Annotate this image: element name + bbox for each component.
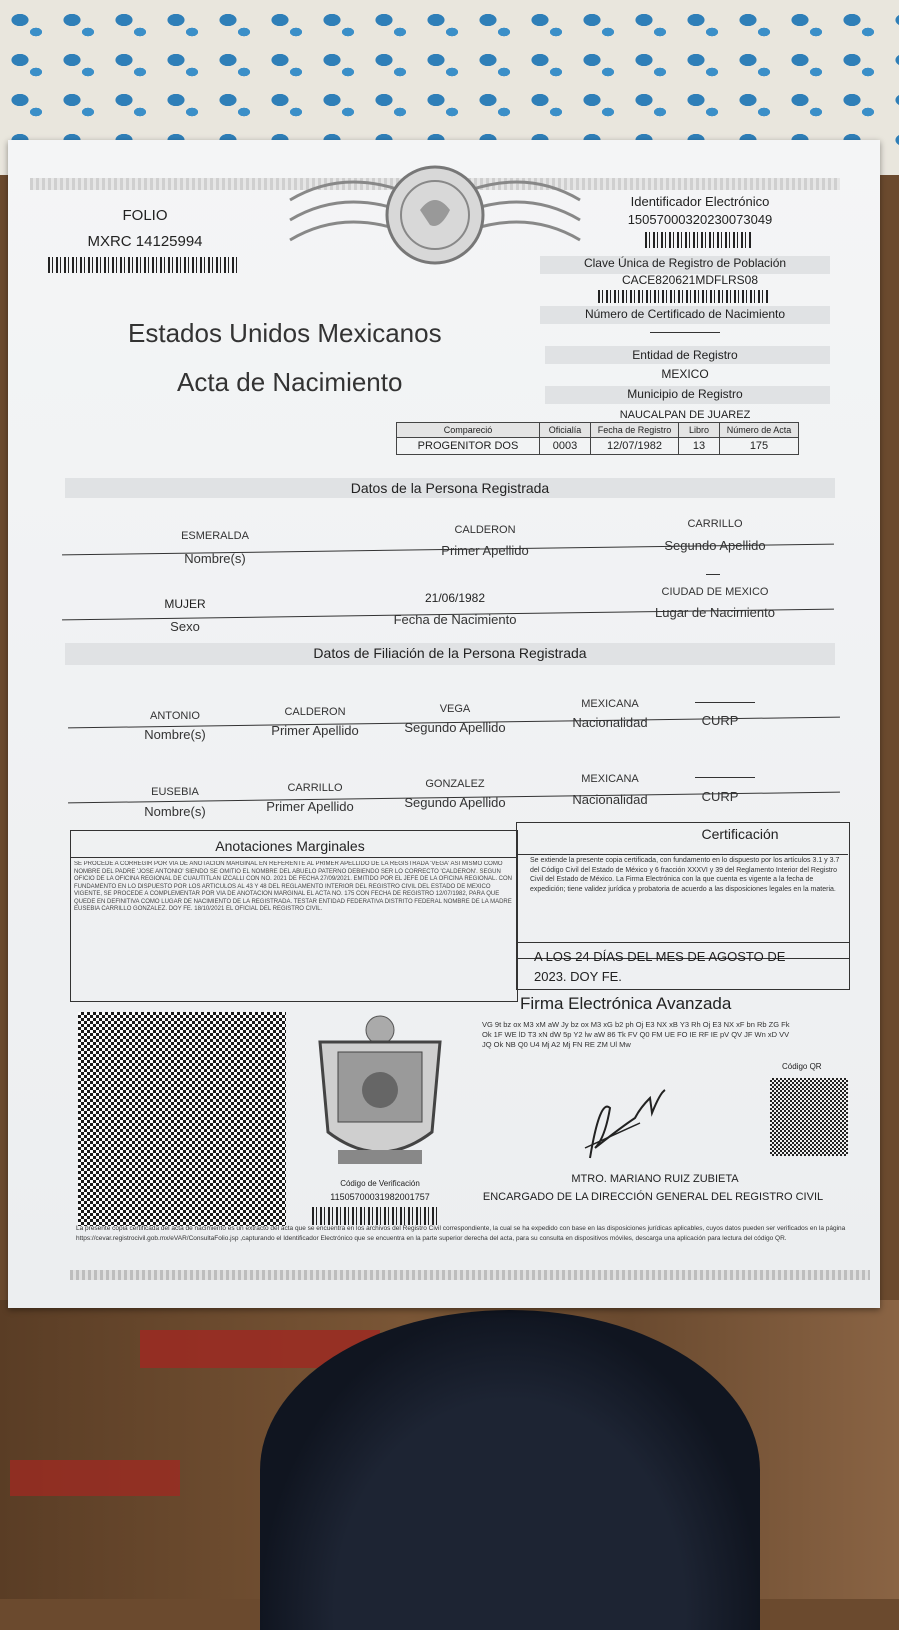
persona-fecha-nacimiento: 21/06/1982 bbox=[424, 591, 486, 605]
persona-fecha-nacimiento-label: Fecha de Nacimiento bbox=[393, 612, 517, 627]
table-cell: 13 bbox=[679, 438, 720, 455]
padre2-curp-label: CURP bbox=[701, 789, 739, 804]
anotaciones-title: Anotaciones Marginales bbox=[215, 838, 365, 854]
verificacion-barcode bbox=[312, 1207, 438, 1225]
certificacion-text: Se extiende la presente copia certificada, con fundamento en lo dispuesto por los artículos 3.1 y 3.7 del Código Civil del Estado de México y 6 fracción XXXVI y 39 del Reglamento Interior del Registro Civil del Estado de México. La Firma Electrónica con la que cuenta es vigente a la fecha de expedición; tiene validez jurídica y probatoria de acuerdo a las disposiciones legales en la materia. bbox=[530, 857, 840, 893]
verificacion-label: Código de Verificación bbox=[340, 1179, 420, 1188]
table-cell: 0003 bbox=[540, 438, 591, 455]
padre2-nacionalidad: MEXICANA bbox=[581, 773, 639, 785]
folio-barcode bbox=[48, 257, 240, 273]
padre1-curp-label: CURP bbox=[701, 713, 739, 728]
table-header: Libro bbox=[679, 423, 720, 438]
signer-title: ENCARGADO DE LA DIRECCIÓN GENERAL DEL REGISTRO CIVIL bbox=[482, 1191, 824, 1203]
folio-number: MXRC 14125994 bbox=[87, 233, 203, 250]
cert-nacimiento-label: Número de Certificado de Nacimiento bbox=[584, 307, 786, 321]
qr-label: Código QR bbox=[782, 1062, 822, 1071]
persona-segundo-apellido: CARRILLO bbox=[687, 518, 743, 530]
entidad-label: Entidad de Registro bbox=[632, 348, 738, 362]
curp-value: CACE820621MDFLRS08 bbox=[621, 273, 759, 287]
persona-section-title: Datos de la Persona Registrada bbox=[350, 480, 550, 496]
persona-primer-apellido: CALDERON bbox=[454, 524, 516, 536]
floor-red-stripe-2 bbox=[10, 1460, 180, 1496]
municipio-value: NAUCALPAN DE JUAREZ bbox=[619, 409, 751, 421]
firma-title: Firma Electrónica Avanzada bbox=[520, 994, 732, 1013]
persona-segundo-apellido-label: Segundo Apellido bbox=[664, 538, 766, 553]
signer-name: MTRO. MARIANO RUIZ ZUBIETA bbox=[571, 1173, 739, 1185]
padre1-segundo-apellido: VEGA bbox=[439, 703, 471, 715]
padre2-segundo-apellido-label: Segundo Apellido bbox=[404, 795, 506, 810]
entidad-value: MEXICO bbox=[661, 367, 709, 381]
padre1-nombre-label: Nombre(s) bbox=[144, 727, 206, 742]
table-cell: PROGENITOR DOS bbox=[397, 438, 540, 455]
id-electronico-barcode bbox=[645, 232, 753, 248]
padre2-nacionalidad-label: Nacionalidad bbox=[572, 792, 648, 807]
table-header: Oficialía bbox=[540, 423, 591, 438]
persona-lugar-nacimiento-label: Lugar de Nacimiento bbox=[655, 605, 775, 620]
persona-sexo-label: Sexo bbox=[170, 619, 200, 634]
padre1-primer-apellido-label: Primer Apellido bbox=[271, 723, 359, 738]
persona-nombre-label: Nombre(s) bbox=[184, 551, 246, 566]
country-title: Estados Unidos Mexicanos bbox=[128, 318, 442, 348]
national-emblem-icon bbox=[280, 160, 590, 270]
knee-shadow bbox=[260, 1310, 760, 1630]
table-header: Compareció bbox=[397, 423, 540, 438]
certificacion-title: Certificación bbox=[701, 826, 779, 842]
state-seal-icon bbox=[312, 1012, 448, 1170]
table-header: Número de Acta bbox=[720, 423, 799, 438]
folio-label: FOLIO bbox=[122, 207, 168, 224]
persona-sexo: MUJER bbox=[164, 597, 206, 611]
large-qr-code bbox=[78, 1012, 286, 1226]
padre2-nombre: EUSEBIA bbox=[151, 786, 199, 798]
security-band-bottom bbox=[70, 1270, 870, 1280]
persona-lugar-nacimiento: CIUDAD DE MEXICO bbox=[661, 586, 769, 598]
filiacion-section-title: Datos de Filiación de la Persona Registrada bbox=[313, 645, 587, 661]
table-cell: 175 bbox=[720, 438, 799, 455]
padre2-nombre-label: Nombre(s) bbox=[144, 804, 206, 819]
padre1-nacionalidad-label: Nacionalidad bbox=[572, 715, 648, 730]
signature-icon bbox=[580, 1078, 680, 1163]
verificacion-code: 11505700031982001757 bbox=[330, 1192, 430, 1202]
padre2-primer-apellido-label: Primer Apellido bbox=[266, 799, 354, 814]
persona-nombre: ESMERALDA bbox=[181, 530, 249, 542]
persona-primer-apellido-label: Primer Apellido bbox=[441, 543, 529, 558]
certificacion-fecha-1: A LOS 24 DÍAS DEL MES DE AGOSTO DE bbox=[534, 949, 786, 964]
padre1-primer-apellido: CALDERON bbox=[284, 706, 346, 718]
curp-label: Clave Única de Registro de Población bbox=[583, 256, 787, 270]
padre2-segundo-apellido: GONZALEZ bbox=[425, 778, 485, 790]
padre1-nacionalidad: MEXICANA bbox=[581, 698, 639, 710]
table-cell: 12/07/1982 bbox=[591, 438, 679, 455]
table-header: Fecha de Registro bbox=[591, 423, 679, 438]
anotaciones-text: SE PROCEDE A CORREGIR POR VIA DE ANOTACION MARGINAL EN REFERENTE AL PRIMER APELLIDO DE LA REGISTRADA 'VEGA' ASI MISMO COMO NOMBRE DEL PADRE 'JOSE ANTONIO' SIENDO SE OMITIO EL NOMBRE DEL ABUELO PATERNO DEBIENDO SER LO CORRECTO 'CALDERON'. SEGUN OFICIO DE LA OFICINA REGIONAL DE CUAUTITLAN IZCALLI CON NO. 2021 DE FECHA 27/09/2021. EMITIDO POR EL JEFE DE LA OFICINA REGIONAL. CON FUNDAMENTO EN LO DISPUESTO POR LOS ARTICULOS AL 43 Y 48 DEL REGLAMENTO INTERIOR DEL REGISTRO CIVIL DEL ESTADO DE MEXICO VIGENTE, SE PROCEDE A COMPLEMENTAR POR VIA DE ANOTACION MARGINAL EL ACTA NO. 175 CON FECHA DE REGISTRO 12/07/1982, PARA QUE QUEDE EN DEFINITIVA COMO LUGAR DE NACIMIENTO DE LA REGISTRADA. TESTAR ENTIDAD FEDERATIVA DISTRITO FEDERAL NOMBRE DE LA MADRE EUSEBIA CARRILLO GONZALEZ. DOY FE. 18/10/2021 EL OFICIAL DEL REGISTRO CIVIL. bbox=[74, 861, 513, 912]
padre1-segundo-apellido-label: Segundo Apellido bbox=[404, 720, 506, 735]
footer-text: La presente copia certificada del acta de nacimiento es un extracto del acta que se encuentra en los archivos del Registro Civil correspondiente, la cual se ha expedido con base en las disposiciones jurídicas aplicables, cuyos datos pueden ser verificados en la página https://cevar.registrocivil.gob.mx/eVAR/ConsultaFolio.jsp ,capturando el Identificador Electrónico que se encuentra en la parte superior derecha del acta, para su consulta en dispositivos móviles, descarga una aplicación para lectura del código QR. bbox=[76, 1225, 846, 1242]
curp-barcode bbox=[598, 290, 770, 303]
padre1-nombre: ANTONIO bbox=[150, 710, 200, 722]
certificacion-fecha-2: 2023. DOY FE. bbox=[534, 969, 622, 984]
small-qr-code bbox=[770, 1078, 848, 1156]
municipio-label: Municipio de Registro bbox=[627, 387, 743, 401]
document-title: Acta de Nacimiento bbox=[177, 367, 403, 397]
firma-hash: VG 9t bz ox M3 xM aW Jy bz ox M3 xG b2 ph Oj E3 NX xB Y3 Rh Oj E3 NX xF bn Rb ZG Fk Ok 1F WE lD T3 xN dW 5p Y2 lw aW 86 Tk FV Q0 FM UE FO IE RF IE pV QV JF Wn xD VV JQ Ok NB Q0 U4 Mj A2 Mj FN RE ZM Ul Mw bbox=[482, 1020, 790, 1049]
id-electronico-value: 15057000320230073049 bbox=[627, 212, 773, 227]
padre2-primer-apellido: CARRILLO bbox=[287, 782, 343, 794]
registro-table bbox=[396, 422, 799, 455]
id-electronico-label: Identificador Electrónico bbox=[630, 194, 770, 209]
